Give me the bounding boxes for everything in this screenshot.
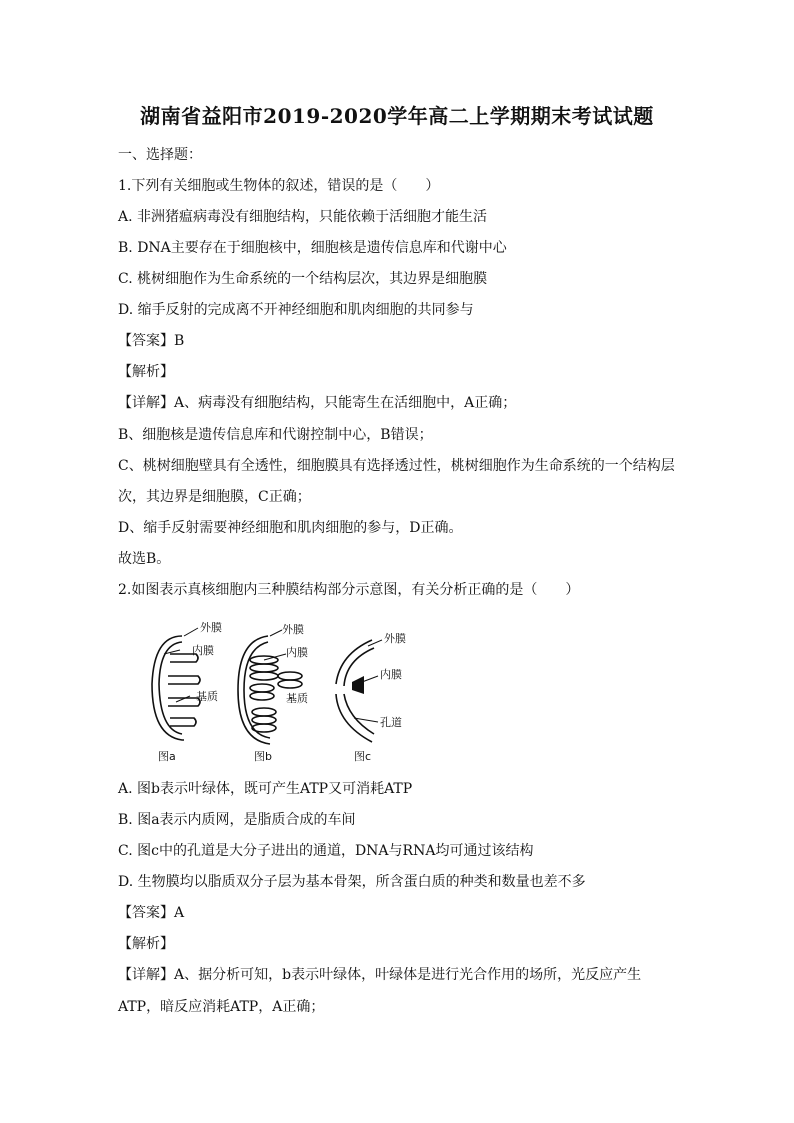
section-heading: 一、选择题： [118,147,202,163]
figure-a-outer-label: 外膜 [200,621,222,634]
q1-option-c: C. 桃树细胞作为生命系统的一个结构层次，其边界是细胞膜 [118,271,488,287]
q1-detail-line: 【详解】A、病毒没有细胞结构，只能寄生在活细胞中，A正确； [118,395,517,411]
q1-analysis-label: 【解析】 [118,364,174,380]
figure-a-caption: 图a [158,750,176,763]
figure-b-matrix-label: 基质 [286,692,308,705]
q1-detail-line: 次，其边界是细胞膜，C正确； [118,489,311,505]
figure-c-outer-label: 外膜 [384,632,406,645]
figure-c-caption: 图c [354,750,372,763]
q1-detail-line: D、缩手反射需要神经细胞和肌肉细胞的参与，D正确。 [118,520,463,536]
q1-answer: 【答案】B [118,333,185,349]
document-title: 湖南省益阳市2019-2020学年高二上学期期末考试试题 [140,104,654,128]
q2-option-c: C. 图c中的孔道是大分子进出的通道，DNA与RNA均可通过该结构 [118,843,534,859]
q2-detail-line: ATP，暗反应消耗ATP，A正确； [118,999,325,1015]
figure-c-diagram [336,640,382,742]
figure-c-pore-label: 孔道 [380,716,402,729]
q1-detail-line: B、细胞核是遗传信息库和代谢控制中心，B错误； [118,427,433,443]
q1-option-d: D. 缩手反射的完成离不开神经细胞和肌肉细胞的共同参与 [118,302,474,318]
q1-option-a: A. 非洲猪瘟病毒没有细胞结构，只能依赖于活细胞才能生活 [118,209,488,225]
q1-detail-line: C、桃树细胞壁具有全透性，细胞膜具有选择透过性，桃树细胞作为生命系统的一个结构层 [118,458,675,474]
q2-detail-line: 【详解】A、据分析可知，b表示叶绿体，叶绿体是进行光合作用的场所，光反应产生 [118,967,642,983]
figure-b-caption: 图b [254,750,272,763]
figure-a-inner-label: 内膜 [192,644,214,657]
q2-option-a: A. 图b表示叶绿体，既可产生ATP又可消耗ATP [118,781,413,797]
q2-analysis-label: 【解析】 [118,936,174,952]
figure-b-outer-label: 外膜 [282,623,304,636]
q2-answer: 【答案】A [118,905,185,921]
q2-option-b: B. 图a表示内质网，是脂质合成的车间 [118,812,356,828]
figure-c-inner-label: 内膜 [380,668,402,681]
q1-stem: 1.下列有关细胞或生物体的叙述，错误的是（ ） [118,178,440,194]
membrane-structure-figure [140,614,440,772]
q1-option-b: B. DNA主要存在于细胞核中，细胞核是遗传信息库和代谢中心 [118,240,507,256]
figure-a-matrix-label: 基质 [196,690,218,703]
q2-option-d: D. 生物膜均以脂质双分子层为基本骨架，所含蛋白质的种类和数量也差不多 [118,874,586,890]
figure-b-inner-label: 内膜 [286,646,308,659]
q2-stem: 2.如图表示真核细胞内三种膜结构部分示意图，有关分析正确的是（ ） [118,582,580,598]
q1-conclusion: 故选B。 [118,551,171,567]
